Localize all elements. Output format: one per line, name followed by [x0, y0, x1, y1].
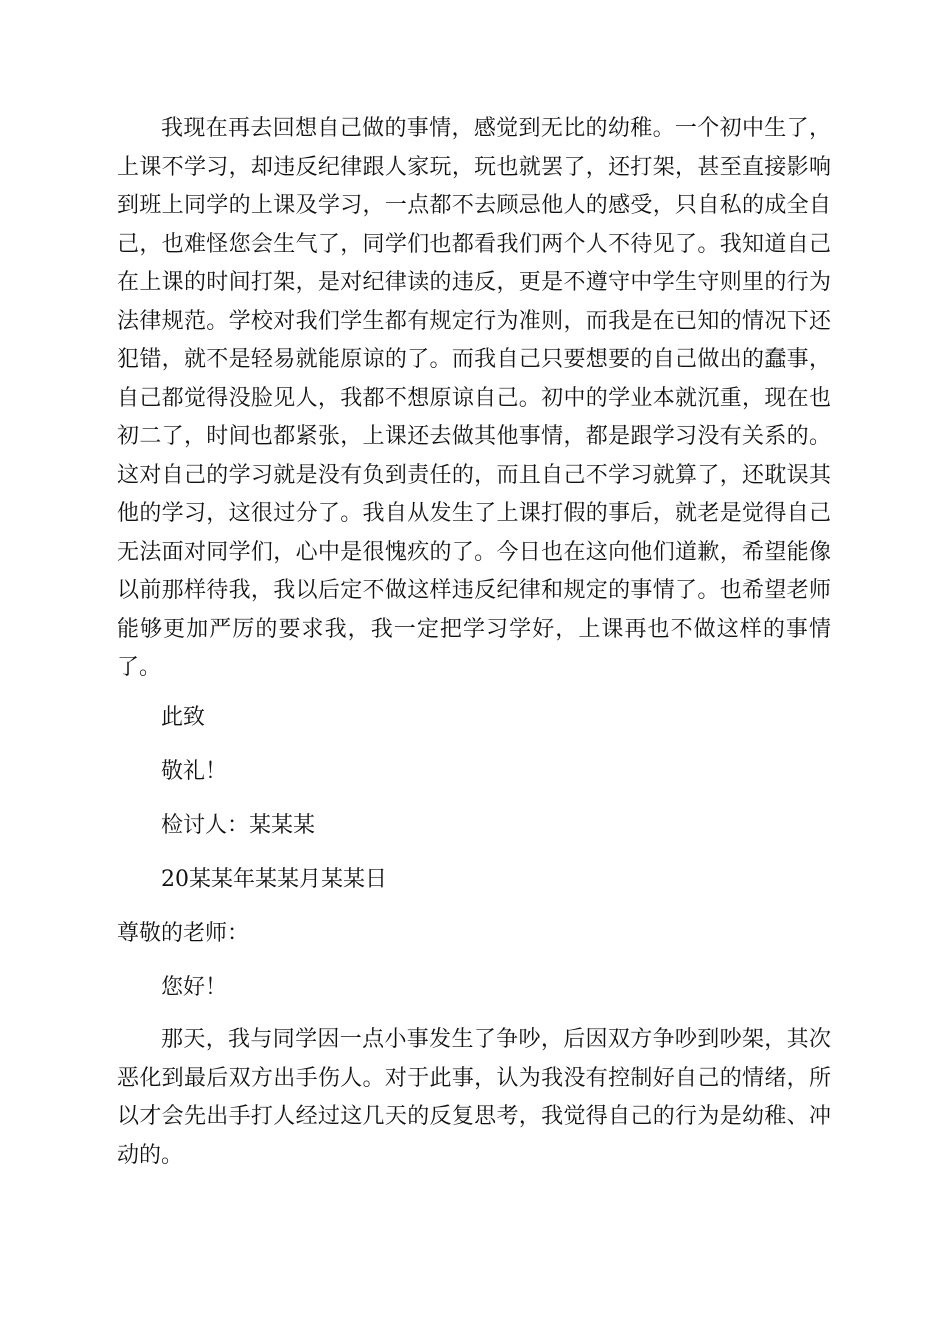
closing-salute: 敬礼！	[161, 759, 228, 784]
greeting-line: 您好！	[161, 975, 228, 1000]
signer-line: 检讨人：某某某	[161, 813, 316, 838]
body-paragraph-1: 我现在再去回想自己做的事情，感觉到无比的幼稚。一个初中生了，上课不学习，却违反纪律跟人家玩，玩也就罢了，还打架，甚至直接影响到班上同学的上课及学习，一点都不去顾忌他人的感受，只自私的成全自己，也难怪您会生气了，同学们也都看我们两个人不待见了。我知道自己在上课的时间打架，是对纪律读的违反，更是不遵守中学生守则里的行为法律规范。学校对我们学生都有规定行为准则，而我是在已知的情况下还犯错，就不是轻易就能原谅的了。而我自己只要想要的自己做出的蠢事，自己都觉得没脸见人，我都不想原谅自己。初中的学业本就沉重，现在也初二了，时间也都紧张，上课还去做其他事情，都是跟学习没有关系的。这对自己的学习就是没有负到责任的，而且自己不学习就算了，还耽误其他的学习，这很过分了。我自从发生了上课打假的事后，就老是觉得自己无法面对同学们，心中是很愧疚的了。今日也在这向他们道歉，希望能像以前那样待我，我以后定不做这样违反纪律和规定的事情了。也希望老师能够更加严厉的要求我，我一定把学习学好，上课再也不做这样的事情了。	[117, 116, 831, 680]
salutation-line: 尊敬的老师：	[117, 921, 250, 946]
date-line: 20某某年某某月某某日	[161, 867, 387, 892]
body-paragraph-2: 那天，我与同学因一点小事发生了争吵，后因双方争吵到吵架，其次恶化到最后双方出手伤人。对于此事，认为我没有控制好自己的情绪，所以才会先出手打人经过这几天的反复思考，我觉得自己的行为是幼稚、冲动的。	[117, 1027, 831, 1168]
closing-phrase: 此致	[161, 705, 206, 730]
